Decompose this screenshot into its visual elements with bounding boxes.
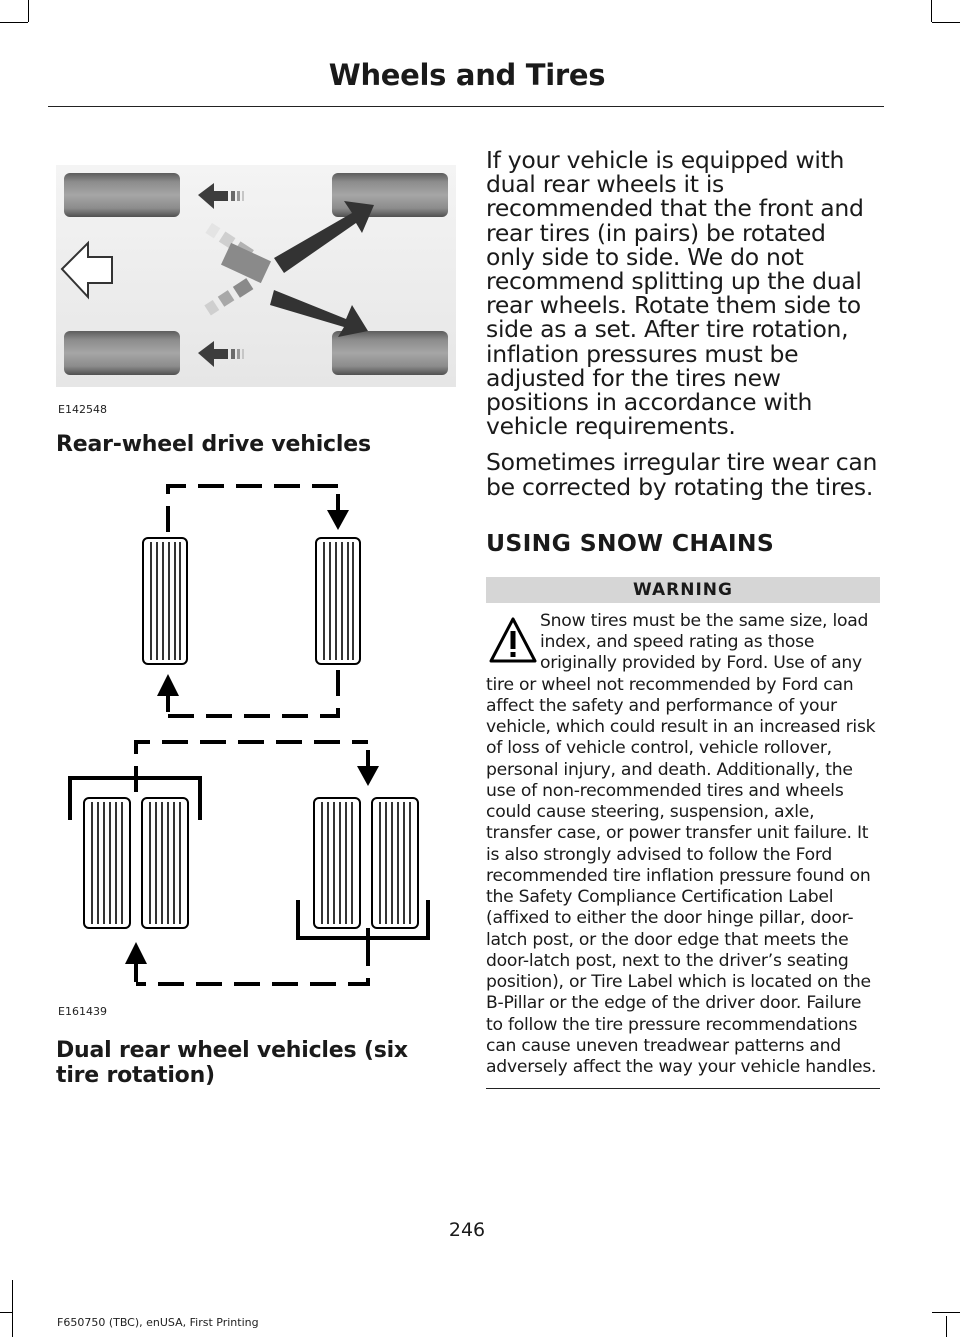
crop-mark xyxy=(946,1316,947,1337)
paragraph-irregular-wear: Sometimes irregular tire wear can be corrected by rotating the tires. xyxy=(486,448,878,501)
tire-icon xyxy=(314,798,418,928)
warning-label: WARNING xyxy=(486,577,880,603)
figure-tire-rotation-line xyxy=(56,470,456,1018)
figure-code: E161439 xyxy=(58,1005,107,1018)
crop-mark xyxy=(932,22,960,23)
paragraph-dual-rear-rotation: If your vehicle is equipped with dual rear wheels it is recommended that the front and rear tires (in pairs) be rotated only side to side. We do not recommend splitting up the dual rear wheels. Rotate them side to side as a set. After tire rotation, inflation pressures must be adjusted for the tires new positions in accordance with vehicle requirements. xyxy=(486,146,864,441)
warning-body xyxy=(486,611,880,1079)
header-rule xyxy=(48,106,884,107)
footer-text: F650750 (TBC), enUSA, First Printing xyxy=(57,1316,259,1329)
tire-icon xyxy=(143,538,360,664)
warning-text: Snow tires must be the same size, load index, and speed rating as those originally provided by Ford. Use of any tire or wheel not recommended by Ford can affect the safety and performance of your vehicle, which could result in an increased risk of loss of vehicle control, vehicle rollover, personal injury, and death. Additionally, the use of non-recommended tires and wheels could cause steering, suspension, axle, transfer case, or power transfer unit failure. It is also strongly advised to follow the Ford recommended tire inflation pressure found on the Safety Compliance Certification Label (affixed to either the door hinge pillar, door-latch post, or the door edge that meets the door-latch post, next to the driver’s seating position), or Tire Label which is located on the B-Pillar or the edge of the driver door. Failure to follow the tire pressure recommendations can cause uneven treadwear patterns and adversely affect the way your vehicle handles. xyxy=(486,610,877,1078)
warning-end-rule xyxy=(486,1088,880,1089)
tire-icon xyxy=(84,798,188,928)
crop-mark xyxy=(0,1312,12,1313)
warning-triangle-icon xyxy=(488,611,538,673)
crop-mark xyxy=(932,1312,960,1313)
crop-mark xyxy=(0,22,28,23)
caption-rear-wheel-drive: Rear-wheel drive vehicles xyxy=(56,432,371,457)
caption-dual-rear-wheel: Dual rear wheel vehicles (six tire rotation) xyxy=(56,1038,408,1088)
page-header-title: Wheels and Tires xyxy=(328,58,606,92)
page-number: 246 xyxy=(448,1219,486,1241)
crop-mark xyxy=(12,1280,13,1337)
figure-tire-rotation-shaded xyxy=(56,165,456,420)
right-column xyxy=(486,148,880,1089)
crop-mark xyxy=(28,0,29,22)
section-heading: USING SNOW CHAINS xyxy=(486,528,775,557)
crop-mark xyxy=(931,0,932,22)
figure-code: E142548 xyxy=(58,403,107,416)
